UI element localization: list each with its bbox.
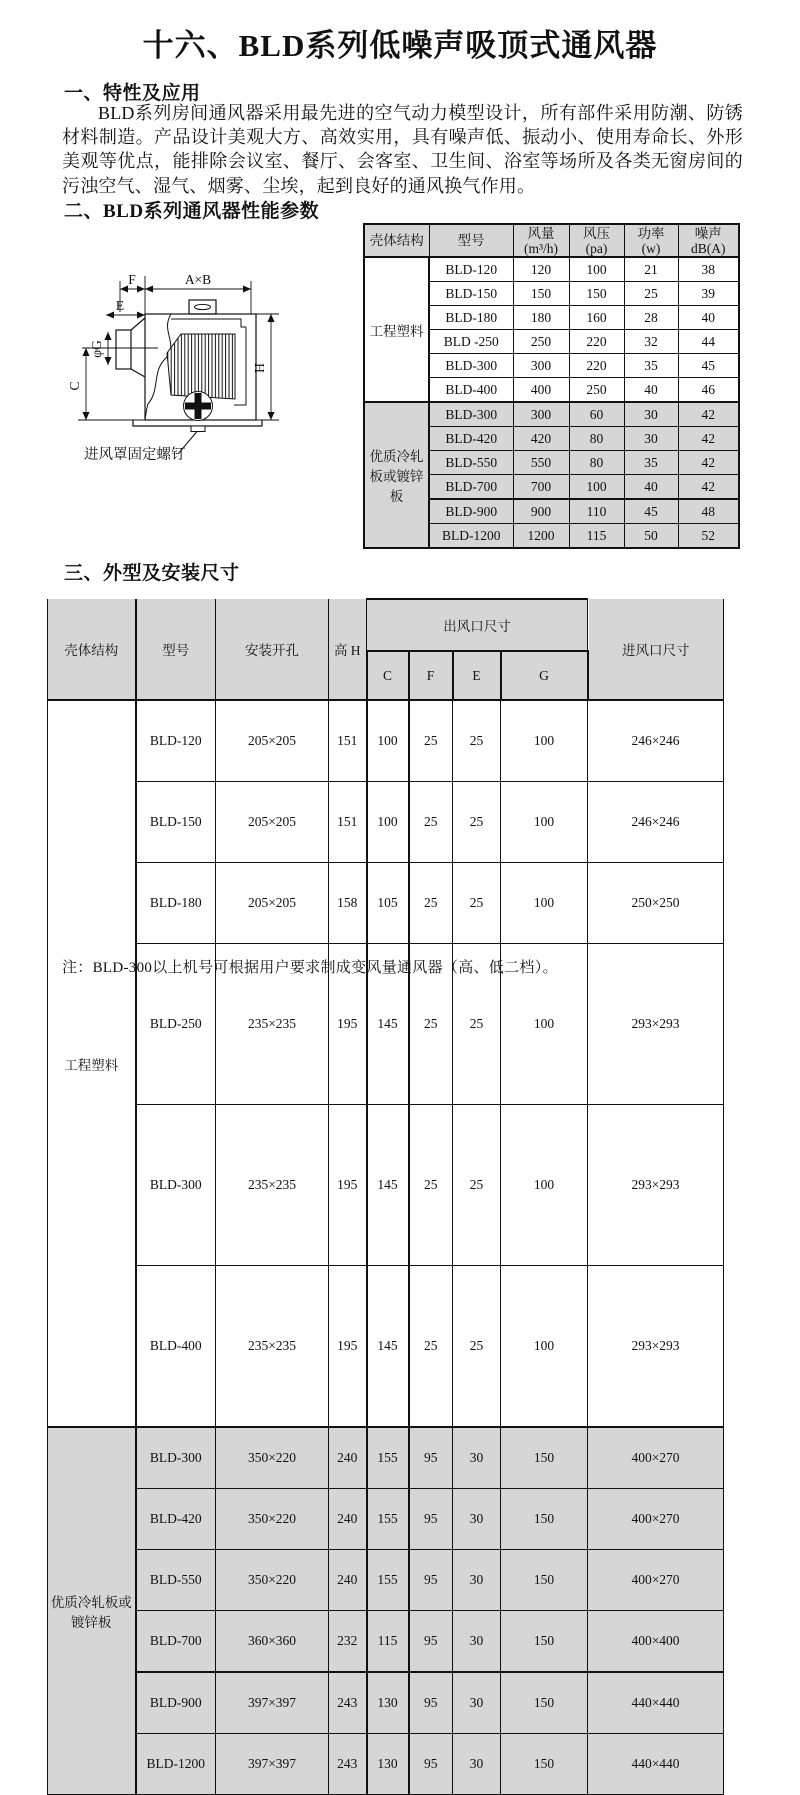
t2-value-cell: 25 [453,1266,501,1428]
t1-value-cell: 100 [569,257,624,282]
t2-value-cell: 195 [329,1105,367,1266]
t1-model-cell: BLD-1200 [429,524,513,549]
t2-value-cell: 155 [367,1427,409,1489]
t2-header-shell: 壳体结构 [48,599,136,700]
t2-value-cell: 145 [367,1105,409,1266]
t1-model-cell: BLD -250 [429,330,513,354]
t2-value-cell: 95 [409,1611,453,1673]
housing-interior [145,314,246,454]
dim-label-f: F [128,272,136,287]
t2-shell-cell: 优质冷轧板或镀锌板 [48,1427,136,1795]
t2-value-cell: 246×246 [588,782,724,863]
t1-value-cell: 32 [624,330,678,354]
section3-heading: 三、外型及安装尺寸 [64,563,240,584]
t1-model-cell: BLD-900 [429,499,513,524]
t1-value-cell: 100 [569,475,624,500]
t2-value-cell: 100 [367,782,409,863]
t2-row [48,1489,724,1550]
t2-model-cell: BLD-900 [136,1672,216,1734]
inlet-duct [116,330,131,369]
t1-value-cell: 110 [569,499,624,524]
t1-value-cell: 400 [513,378,569,403]
t2-value-cell: 30 [453,1427,501,1489]
t2-value-cell: 240 [329,1427,367,1489]
t2-value-cell: 25 [409,1105,453,1266]
t2-model-cell: BLD-550 [136,1550,216,1611]
t1-value-cell: 42 [678,402,739,427]
t2-value-cell: 293×293 [588,1266,724,1428]
t1-value-cell: 150 [569,282,624,306]
t1-row [364,257,739,282]
t1-value-cell: 420 [513,427,569,451]
t1-col-header: 风量 (m³/h) [513,224,569,257]
t2-value-cell: 243 [329,1672,367,1734]
t2-value-cell: 150 [501,1611,588,1673]
t2-value-cell: 250×250 [588,863,724,944]
t2-value-cell: 195 [329,944,367,1105]
t1-value-cell: 50 [624,524,678,549]
t1-value-cell: 900 [513,499,569,524]
t1-value-cell: 38 [678,257,739,282]
t1-value-cell: 28 [624,306,678,330]
t1-model-cell: BLD-420 [429,427,513,451]
t2-row [48,1266,724,1428]
break-line [145,314,171,419]
t2-value-cell: 100 [501,700,588,782]
t2-value-cell: 115 [367,1611,409,1673]
t2-value-cell: 150 [501,1672,588,1734]
t1-value-cell: 250 [513,330,569,354]
dim-label-e: E [115,298,125,313]
t2-value-cell: 95 [409,1550,453,1611]
t1-value-cell: 80 [569,427,624,451]
t1-value-cell: 45 [624,499,678,524]
t2-model-cell: BLD-700 [136,1611,216,1673]
t2-value-cell: 100 [501,944,588,1105]
t2-value-cell: 240 [329,1489,367,1550]
t2-model-cell: BLD-1200 [136,1734,216,1795]
t2-header-opening: 安装开孔 [216,599,329,700]
t1-model-cell: BLD-120 [429,257,513,282]
t2-value-cell: 195 [329,1266,367,1428]
section2-heading: 二、BLD系列通风器性能参数 [64,201,320,222]
t2-header-outlet-e: E [453,651,501,700]
t1-value-cell: 160 [569,306,624,330]
t2-value-cell: 240 [329,1550,367,1611]
screw-tab [191,426,205,432]
t2-value-cell: 100 [367,700,409,782]
t2-value-cell: 350×220 [216,1550,329,1611]
t1-value-cell: 40 [678,306,739,330]
t1-value-cell: 35 [624,354,678,378]
t2-value-cell: 95 [409,1672,453,1734]
t1-value-cell: 80 [569,451,624,475]
t2-value-cell: 25 [453,944,501,1105]
t2-value-cell: 25 [409,700,453,782]
t2-value-cell: 25 [409,863,453,944]
t2-value-cell: 235×235 [216,1266,329,1428]
t2-value-cell: 205×205 [216,782,329,863]
t2-value-cell: 95 [409,1427,453,1489]
dim-label-phig: φG [89,340,104,358]
t2-value-cell: 105 [367,863,409,944]
t1-value-cell: 42 [678,475,739,500]
dimension-labels [67,272,267,463]
t1-value-cell: 21 [624,257,678,282]
performance-table-header-row [364,224,739,257]
t1-model-cell: BLD-550 [429,451,513,475]
t2-header-outlet-f: F [409,651,453,700]
t1-col-header: 噪声 dB(A) [678,224,739,257]
t2-value-cell: 235×235 [216,944,329,1105]
t2-value-cell: 25 [453,863,501,944]
t2-value-cell: 155 [367,1489,409,1550]
section1-heading: 一、特性及应用 [64,83,201,104]
t2-model-cell: BLD-300 [136,1105,216,1266]
t2-value-cell: 400×270 [588,1427,724,1489]
t1-value-cell: 60 [569,402,624,427]
t2-value-cell: 30 [453,1489,501,1550]
t1-shell-cell: 工程塑料 [364,257,429,402]
t1-value-cell: 150 [513,282,569,306]
t2-value-cell: 25 [453,700,501,782]
t1-value-cell: 48 [678,499,739,524]
t2-value-cell: 151 [329,782,367,863]
t2-value-cell: 130 [367,1734,409,1795]
t1-value-cell: 300 [513,402,569,427]
t2-value-cell: 25 [453,1105,501,1266]
t2-value-cell: 30 [453,1611,501,1673]
t2-header-inlet: 进风口尺寸 [588,599,724,700]
t1-value-cell: 700 [513,475,569,500]
t2-value-cell: 235×235 [216,1105,329,1266]
t2-value-cell: 30 [453,1734,501,1795]
t2-value-cell: 25 [409,782,453,863]
t1-value-cell: 42 [678,451,739,475]
t1-model-cell: BLD-300 [429,402,513,427]
t1-model-cell: BLD-150 [429,282,513,306]
t2-model-cell: BLD-300 [136,1427,216,1489]
t1-col-header: 功率 (w) [624,224,678,257]
t2-value-cell: 205×205 [216,700,329,782]
t2-value-cell: 350×220 [216,1489,329,1550]
t2-row [48,1734,724,1795]
outlet-collar [189,300,216,314]
t2-value-cell: 360×360 [216,1611,329,1673]
t2-model-cell: BLD-180 [136,863,216,944]
t2-value-cell: 150 [501,1489,588,1550]
t1-value-cell: 42 [678,427,739,451]
t2-row [48,1672,724,1734]
dimensions-table [47,598,724,1795]
fan-grille-hatch [167,334,235,399]
t2-value-cell: 155 [367,1550,409,1611]
t1-value-cell: 46 [678,378,739,403]
section1-paragraph: BLD系列房间通风器采用最先进的空气动力模型设计，所有部件采用防潮、防锈材料制造。产品设计美观大方、高效实用，具有噪声低、振动小、使用寿命长、外形美观等优点，能排除会议室、餐厅、会客室、卫生间、浴室等场所及各类无窗房间的污浊空气、湿气、烟雾、尘埃，起到良好的通风换气作用。 [62,103,743,196]
t2-value-cell: 400×270 [588,1489,724,1550]
t2-value-cell: 151 [329,700,367,782]
t2-value-cell: 293×293 [588,944,724,1105]
t2-value-cell: 400×400 [588,1611,724,1673]
t2-value-cell: 100 [501,1105,588,1266]
t2-model-cell: BLD-420 [136,1489,216,1550]
footnote: 注：BLD-300以上机号可根据用户要求制成变风量通风器（高、低二档）。 [62,960,558,976]
t2-model-cell: BLD-120 [136,700,216,782]
t2-value-cell: 350×220 [216,1427,329,1489]
t2-row [48,782,724,863]
t1-value-cell: 250 [569,378,624,403]
t2-value-cell: 440×440 [588,1734,724,1795]
t1-value-cell: 44 [678,330,739,354]
t1-value-cell: 52 [678,524,739,549]
dim-label-axb: A×B [184,272,212,287]
t1-value-cell: 45 [678,354,739,378]
t1-col-header: 壳体结构 [364,224,429,257]
t2-value-cell: 95 [409,1734,453,1795]
t1-row [364,402,739,427]
t2-header-outlet-g: G [501,651,588,700]
t1-value-cell: 25 [624,282,678,306]
t1-value-cell: 120 [513,257,569,282]
t1-value-cell: 35 [624,451,678,475]
t1-shell-cell: 优质冷轧板或镀锌板 [364,402,429,548]
t1-value-cell: 220 [569,354,624,378]
t1-model-cell: BLD-400 [429,378,513,403]
dimensions-table-header-row1 [48,599,724,651]
t2-value-cell: 150 [501,1427,588,1489]
t2-value-cell: 145 [367,1266,409,1428]
t1-value-cell: 550 [513,451,569,475]
t2-value-cell: 400×270 [588,1550,724,1611]
t2-row [48,1550,724,1611]
t2-value-cell: 397×397 [216,1672,329,1734]
screw-caption: 进风罩固定螺钉 [84,447,186,463]
t2-value-cell: 150 [501,1734,588,1795]
t2-value-cell: 243 [329,1734,367,1795]
t2-value-cell: 30 [453,1672,501,1734]
dim-label-c: C [67,381,82,391]
t2-model-cell: BLD-150 [136,782,216,863]
t2-value-cell: 158 [329,863,367,944]
t2-row [48,1611,724,1673]
ventilator-dimension-diagram [58,262,358,482]
t2-row [48,700,724,782]
t2-value-cell: 232 [329,1611,367,1673]
t1-col-header: 型号 [429,224,513,257]
t2-value-cell: 130 [367,1672,409,1734]
t1-value-cell: 115 [569,524,624,549]
t1-col-header: 风压 (pa) [569,224,624,257]
t1-model-cell: BLD-700 [429,475,513,500]
t1-value-cell: 220 [569,330,624,354]
t1-value-cell: 1200 [513,524,569,549]
t2-model-cell: BLD-400 [136,1266,216,1428]
t2-value-cell: 246×246 [588,700,724,782]
t2-header-outlet-group: 出风口尺寸 [367,599,588,651]
t2-value-cell: 440×440 [588,1672,724,1734]
t2-row [48,863,724,944]
t2-row [48,1427,724,1489]
t2-header-height: 高 H [329,599,367,700]
t2-value-cell: 100 [501,1266,588,1428]
t1-model-cell: BLD-300 [429,354,513,378]
t1-value-cell: 30 [624,402,678,427]
t2-value-cell: 150 [501,1550,588,1611]
t1-value-cell: 300 [513,354,569,378]
t2-value-cell: 145 [367,944,409,1105]
t2-value-cell: 100 [501,863,588,944]
t2-value-cell: 95 [409,1489,453,1550]
t2-model-cell: BLD-250 [136,944,216,1105]
t2-value-cell: 25 [409,944,453,1105]
t2-shell-cell: 工程塑料 [48,700,136,1427]
t1-value-cell: 30 [624,427,678,451]
t2-value-cell: 25 [409,1266,453,1428]
t1-value-cell: 39 [678,282,739,306]
t2-value-cell: 205×205 [216,863,329,944]
t2-header-outlet-c: C [367,651,409,700]
t1-value-cell: 40 [624,378,678,403]
t1-value-cell: 40 [624,475,678,500]
t2-header-model: 型号 [136,599,216,700]
t2-value-cell: 30 [453,1550,501,1611]
t2-value-cell: 25 [453,782,501,863]
t2-value-cell: 100 [501,782,588,863]
t2-value-cell: 293×293 [588,1105,724,1266]
dim-label-h: H [252,363,267,373]
t1-value-cell: 180 [513,306,569,330]
performance-table [363,223,740,549]
t1-model-cell: BLD-180 [429,306,513,330]
page-title: 十六、BLD系列低噪声吸顶式通风器 [142,28,658,63]
t2-value-cell: 397×397 [216,1734,329,1795]
t2-row [48,1105,724,1266]
